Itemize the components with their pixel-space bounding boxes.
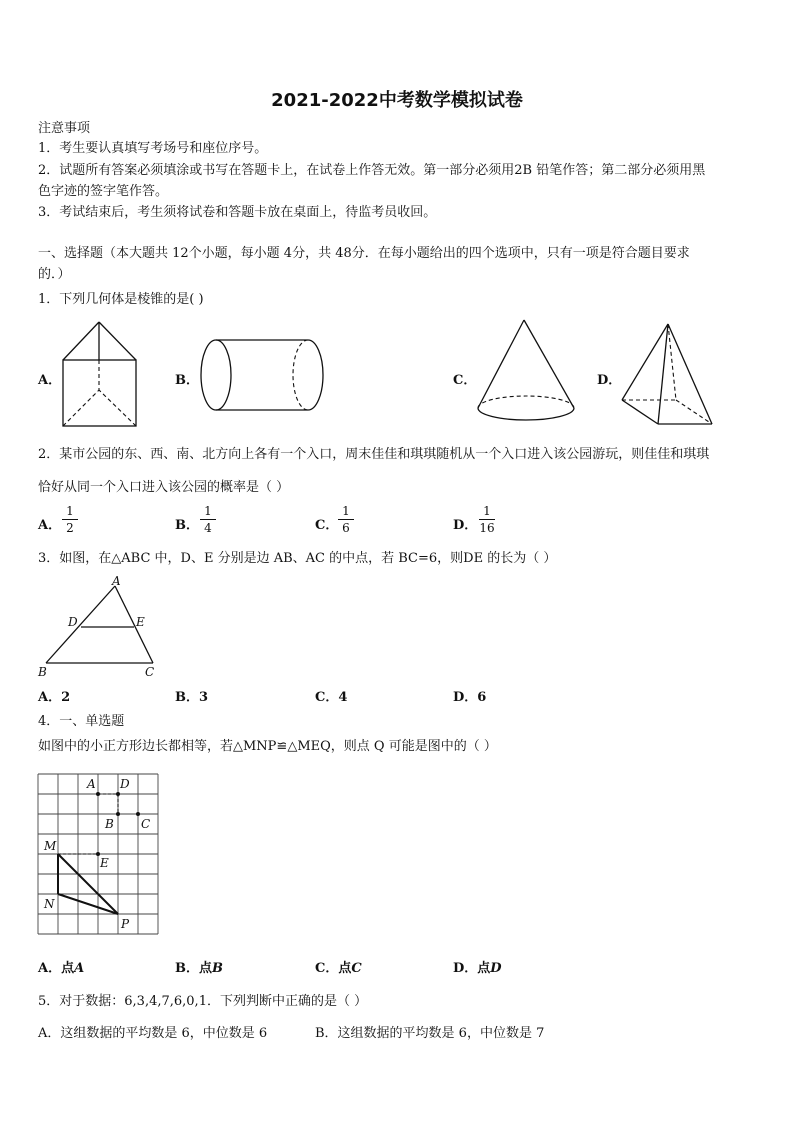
question-4-stem: 如图中的小正方形边长都相等，若△MNP≌△MEQ，则点 Q 可能是图中的（ ）: [38, 739, 497, 754]
q4-point-label: E: [100, 856, 109, 870]
notice-item: 色字迹的签字笔作答。: [38, 184, 169, 199]
q3-option-a: A．2: [38, 690, 71, 705]
q4-point-label: C: [141, 817, 151, 831]
notice-item: 1．考生要认真填写考场号和座位序号。: [38, 141, 268, 156]
q2-option-c-label: C．: [315, 518, 339, 533]
q2-option-d-fraction: 1 16: [479, 504, 495, 535]
q3-option-d: D．6: [453, 690, 487, 705]
question-5-stem: 5．对于数据：6,3,4,7,6,0,1．下列判断中正确的是（ ）: [38, 994, 368, 1009]
q4-option-d: D．点D: [453, 961, 502, 976]
question-2-stem: 2．某市公园的东、西、南、北方向上各有一个入口，周末佳佳和琪琪随机从一个入口进入该公园游玩，则佳佳和琪琪: [38, 447, 710, 462]
q2-option-b-label: B．: [175, 518, 199, 533]
q4-option-b: B．点B: [175, 961, 223, 976]
q3-triangle-figure: [34, 574, 164, 682]
q4-option-c: C．点C: [315, 961, 362, 976]
question-1-stem: 1．下列几何体是棱锥的是( ): [38, 292, 204, 307]
q3-point-label: B: [38, 665, 47, 679]
q4-grid-figure: [36, 770, 160, 936]
q5-option-a: A．这组数据的平均数是 6，中位数是 6: [38, 1026, 268, 1041]
q4-point-label: N: [44, 897, 55, 911]
question-3-stem: 3．如图，在△ABC 中，D、E 分别是边 AB、AC 的中点，若 BC=6，则DE 的长为（ ）: [38, 551, 557, 566]
q2-option-c-fraction: 1 6: [335, 504, 357, 535]
q1-option-a-label: A．: [38, 373, 62, 388]
q1-option-b-figure: [196, 336, 328, 416]
q2-option-a-fraction: 1 2: [59, 504, 81, 535]
q3-option-c: C．4: [315, 690, 348, 705]
q1-option-a-figure: [58, 318, 142, 430]
q4-point-label: D: [120, 777, 130, 791]
page-title: 2021-2022中考数学模拟试卷: [271, 90, 523, 111]
q4-point-label: A: [87, 777, 96, 791]
q3-point-label: D: [68, 615, 78, 629]
q1-option-b-label: B．: [175, 373, 199, 388]
question-4-heading: 4．一、单选题: [38, 714, 125, 729]
q3-point-label: A: [112, 574, 121, 588]
q4-point-label: M: [44, 839, 57, 853]
q2-option-b-fraction: 1 4: [197, 504, 219, 535]
q1-option-c-label: C．: [453, 373, 477, 388]
q4-option-a: A．点A: [38, 961, 85, 976]
q4-point-label: P: [121, 917, 130, 931]
notice-item: 2．试题所有答案必须填涂或书写在答题卡上，在试卷上作答无效。第一部分必须用2B 铅笔作答；第二部分必须用黑: [38, 163, 706, 178]
q2-option-d-label: D．: [453, 518, 478, 533]
notice-heading: 注意事项: [38, 121, 91, 136]
q2-option-a-label: A．: [38, 518, 62, 533]
q1-option-d-figure: [618, 320, 718, 430]
q1-option-d-label: D．: [597, 373, 622, 388]
section-heading: 一、选择题（本大题共 12个小题，每小题 4分，共 48分．在每小题给出的四个选项中，只有一项是符合题目要求: [38, 246, 690, 261]
q3-option-b: B．3: [175, 690, 209, 705]
section-heading-cont: 的．）: [38, 267, 71, 282]
question-2-stem-cont: 恰好从同一个入口进入该公园的概率是（ ）: [38, 480, 290, 495]
q1-option-c-figure: [472, 316, 582, 428]
q4-point-label: B: [105, 817, 114, 831]
notice-item: 3．考试结束后，考生须将试卷和答题卡放在桌面上，待监考员收回。: [38, 205, 437, 220]
q3-point-label: C: [145, 665, 155, 679]
q5-option-b: B．这组数据的平均数是 6，中位数是 7: [315, 1026, 545, 1041]
q3-point-label: E: [136, 615, 145, 629]
